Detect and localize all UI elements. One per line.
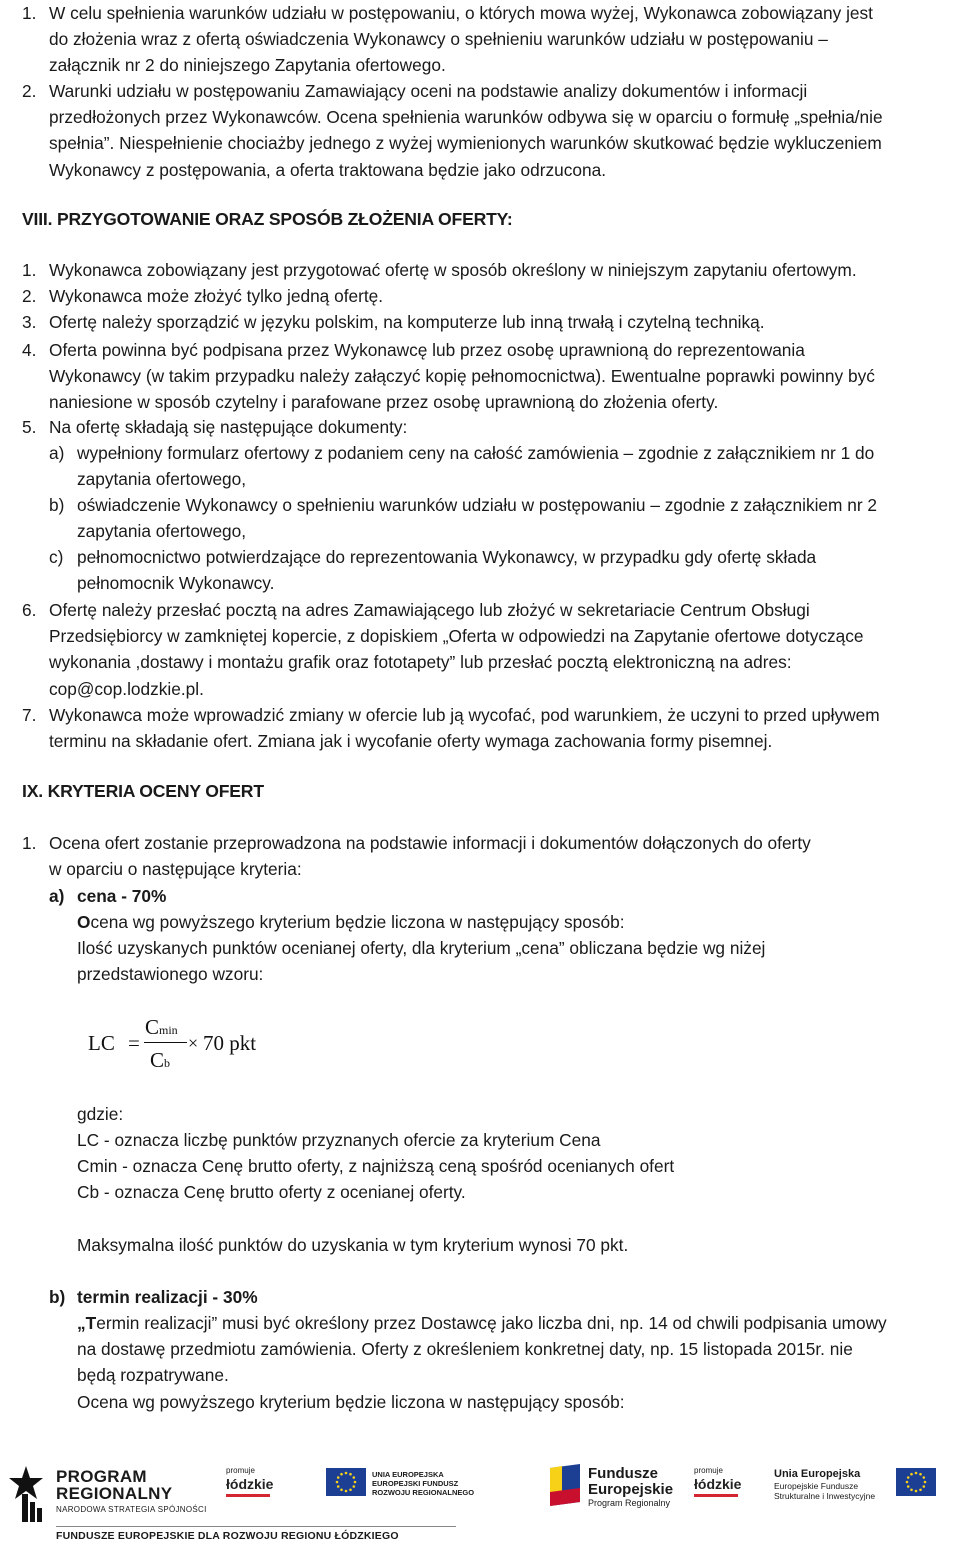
item-number: 3. (22, 312, 37, 332)
section-heading-viii: VIII. PRZYGOTOWANIE ORAZ SPOSÓB ZŁOŻENIA OFERTY: (22, 209, 513, 229)
logo-text: Unia Europejska (774, 1468, 861, 1480)
paragraph-ix-1 (49, 830, 957, 882)
text-line: do złożenia wraz z ofertą oświadczenia Wykonawcy o spełnieniu warunków udziału w postępowaniu – (49, 29, 828, 50)
paragraph-2 (49, 78, 957, 183)
definition-line: Cmin - oznacza Cenę brutto oferty, z najniższą ceną spośród ocenianych ofert (77, 1156, 675, 1176)
logo-text: Program Regionalny (588, 1498, 671, 1508)
text-line: załącznik nr 2 do niniejszego Zapytania ofertowego. (49, 55, 446, 76)
logo-text: promuje (694, 1466, 723, 1475)
text-line: spełnia”. Niespełnienie chociażby jednego z wyżej wymienionych warunków skutkować będzie wykluczeniem (49, 133, 882, 154)
logo-text: łódzkie (226, 1476, 274, 1492)
promuje-lodzkie-logo (226, 1466, 274, 1510)
max-points-note: Maksymalna ilość punktów do uzyskania w tym kryterium wynosi 70 pkt. (77, 1235, 629, 1255)
logo-text: łódzkie (694, 1476, 742, 1492)
text-line: Na ofertę składają się następujące dokumenty: (49, 417, 408, 437)
logo-text: Fundusze (588, 1465, 658, 1482)
paragraph-1 (49, 0, 957, 79)
eu-flag-icon (896, 1468, 936, 1496)
logo-text: REGIONALNY (56, 1484, 173, 1503)
formula-equals: = (128, 1031, 140, 1055)
text-line: w oparciu o następujące kryteria: (49, 859, 302, 880)
text-run: cena wg powyższego kryterium będzie liczona w następujący sposób: (90, 912, 625, 932)
promuje-lodzkie-logo (694, 1466, 742, 1510)
logo-text: ROZWOJU REGIONALNEGO (372, 1488, 475, 1497)
paragraph-viii-7 (49, 702, 957, 754)
text-line: Oferta powinna być podpisana przez Wykonawcę lub przez osobę uprawnioną do reprezentowania (49, 340, 805, 360)
red-stripe (694, 1494, 738, 1497)
text-line (77, 1310, 957, 1336)
item-number: 4. (22, 340, 37, 360)
multiply-sign: × (188, 1033, 199, 1053)
sub-item-a (77, 440, 957, 492)
logo-text: Europejskie (588, 1481, 674, 1498)
text-line: Warunki udziału w postępowaniu Zamawiający oceni na podstawie analizy dokumentów i informacji (49, 81, 808, 101)
text-line: Ilość uzyskanych punktów ocenianej oferty, dla kryterium „cena” obliczana będzie wg niżej (77, 938, 766, 958)
item-number: 6. (22, 600, 37, 620)
criterion-title: termin realizacji - 30% (77, 1287, 258, 1307)
fe-flag-icon (548, 1464, 582, 1506)
sub-label: a) (49, 443, 65, 463)
item-number: 1. (22, 3, 37, 23)
formula-lhs: LC (88, 1031, 115, 1055)
fundusze-europejskie-emblem (548, 1464, 582, 1506)
criterion-label: a) (49, 886, 65, 906)
logo-text: promuje (226, 1466, 255, 1475)
formula-rhs: 70 pkt (203, 1031, 257, 1055)
text-line: Wykonawca może wprowadzić zmiany w ofercie lub ją wycofać, pod warunkiem, że uczyni to przed upływem (49, 705, 880, 725)
text-line: pełnomocnik Wykonawcy. (77, 573, 275, 594)
where-label: gdzie: (77, 1104, 124, 1124)
logo-text: NARODOWA STRATEGIA SPÓJNOŚCI (56, 1505, 207, 1514)
logo-text: Strukturalne i Inwestycyjne (774, 1491, 876, 1501)
denominator-symbol: C (150, 1048, 165, 1072)
sub-label: b) (49, 495, 65, 515)
paragraph-viii-4 (49, 337, 957, 416)
text-line: będą rozpatrywane. (77, 1365, 229, 1386)
criterion-description (77, 935, 957, 987)
text-line: Wykonawca może złożyć tylko jedną ofertę. (49, 286, 384, 306)
footer-logos (0, 1460, 960, 1551)
logo-text: UNIA EUROPEJSKA (372, 1470, 444, 1479)
text-line: Ofertę należy przesłać pocztą na adres Zamawiającego lub złożyć w sekretariacie Centrum Obsługi (49, 600, 810, 620)
text-line: Wykonawca zobowiązany jest przygotować ofertę w sposób określony w niniejszym zapytaniu ofertowym. (49, 260, 857, 280)
definition-line: Cb - oznacza Cenę brutto oferty z ocenianej oferty. (77, 1182, 466, 1202)
eu-flag-icon (326, 1468, 366, 1496)
sub-item-b (77, 492, 957, 544)
item-number: 2. (22, 81, 37, 101)
text-line: zapytania ofertowego, (77, 521, 247, 542)
text-line: Ocena ofert zostanie przeprowadzona na podstawie informacji i dokumentów dołączonych do oferty (49, 833, 811, 853)
numerator-subscript: min (159, 1023, 178, 1037)
item-number: 1. (22, 833, 37, 853)
text-line: W celu spełnienia warunków udziału w postępowaniu, o których mowa wyżej, Wykonawca zobowiązany jest (49, 3, 873, 23)
logo-text: EUROPEJSKI FUNDUSZ (372, 1479, 459, 1488)
sub-item-c (77, 544, 957, 596)
ue-efrr-text (372, 1470, 492, 1497)
denominator-subscript: b (164, 1056, 171, 1070)
section-heading-ix: IX. KRYTERIA OCENY OFERT (22, 781, 264, 801)
criterion-title: cena - 70% (77, 886, 167, 906)
item-number: 1. (22, 260, 37, 280)
text-run: O (77, 912, 91, 932)
text-line: pełnomocnictwo potwierdzające do reprezentowania Wykonawcy, w przypadku gdy ofertę składa (77, 547, 817, 567)
text-line: przedłożonych przez Wykonawców. Ocena spełnienia warunków odbywa się w oparciu o formułę „spełnia/nie (49, 107, 883, 128)
footer-caption: FUNDUSZE EUROPEJSKIE DLA ROZWOJU REGIONU ŁÓDZKIEGO (56, 1530, 399, 1542)
text-line: zapytania ofertowego, (77, 469, 247, 490)
item-number: 7. (22, 705, 37, 725)
text-line: wypełniony formularz ofertowy z podaniem ceny na całość zamówienia – zgodnie z załącznikiem nr 1 do (77, 443, 875, 463)
footer-divider (56, 1526, 456, 1527)
text-line: Wykonawcy (w takim przypadku należy załączyć kopię pełnomocnictwa). Ewentualne poprawki powinny być (49, 366, 875, 387)
criterion-intro (77, 909, 957, 935)
text-line: naniesione w sposób czytelny i parafowane przez osobę uprawnioną do złożenia oferty. (49, 392, 719, 413)
text-line: Przedsiębiorcy w zamkniętej kopercie, z dopiskiem „Oferta w odpowiedzi na Zapytanie ofertowe dotyczące (49, 626, 864, 647)
text-line: Wykonawcy z postępowania, a oferta traktowana będzie jako odrzucona. (49, 159, 606, 180)
text-line: terminu na składanie ofert. Zmiana jak i wycofanie oferty wymaga zachowania formy pisemnej. (49, 731, 773, 752)
sub-label: c) (49, 547, 64, 567)
text-line: przedstawionego wzoru: (77, 964, 264, 985)
text-line: Ocena wg powyższego kryterium będzie liczona w następujący sposób: (77, 1391, 625, 1412)
item-number: 5. (22, 417, 37, 437)
criterion-description (77, 1310, 957, 1415)
star-emblem-icon (8, 1464, 52, 1524)
formula-numerator (145, 1014, 178, 1043)
email-address: cop@cop.lodzkie.pl. (49, 678, 204, 699)
text-run: ermin realizacji” musi być określony przez Dostawcę jako liczba dni, np. 14 od chwili podpisania umowy (96, 1313, 887, 1333)
fraction-bar (144, 1042, 187, 1043)
text-line: wykonania ,dostawy i montażu grafik oraz fototapety” lub przesłać pocztą elektroniczną na adres: (49, 652, 792, 673)
definition-line: LC - oznacza liczbę punktów przyznanych ofercie za kryterium Cena (77, 1130, 601, 1150)
program-regionalny-emblem (8, 1464, 52, 1524)
red-stripe (226, 1494, 270, 1497)
text-line: na dostawę przedmiotu zamówienia. Oferty z określeniem konkretnej daty, np. 15 listopada 2015r. nie (77, 1339, 853, 1360)
item-number: 2. (22, 286, 37, 306)
logo-text: Europejskie Fundusze (774, 1481, 859, 1491)
text-line: Ofertę należy sporządzić w języku polskim, na komputerze lub inną trwałą i czytelną techniką. (49, 312, 765, 332)
numerator-symbol: C (145, 1015, 160, 1039)
text-run: „T (77, 1313, 97, 1333)
ue-efsi-text (774, 1468, 894, 1501)
criterion-label: b) (49, 1287, 66, 1307)
text-line: oświadczenie Wykonawcy o spełnieniu warunków udziału w postępowaniu – zgodnie z załącznikiem nr 2 (77, 495, 878, 515)
formula-denominator (150, 1047, 170, 1076)
paragraph-viii-6 (49, 597, 957, 702)
logo-text: PROGRAM (56, 1467, 147, 1486)
